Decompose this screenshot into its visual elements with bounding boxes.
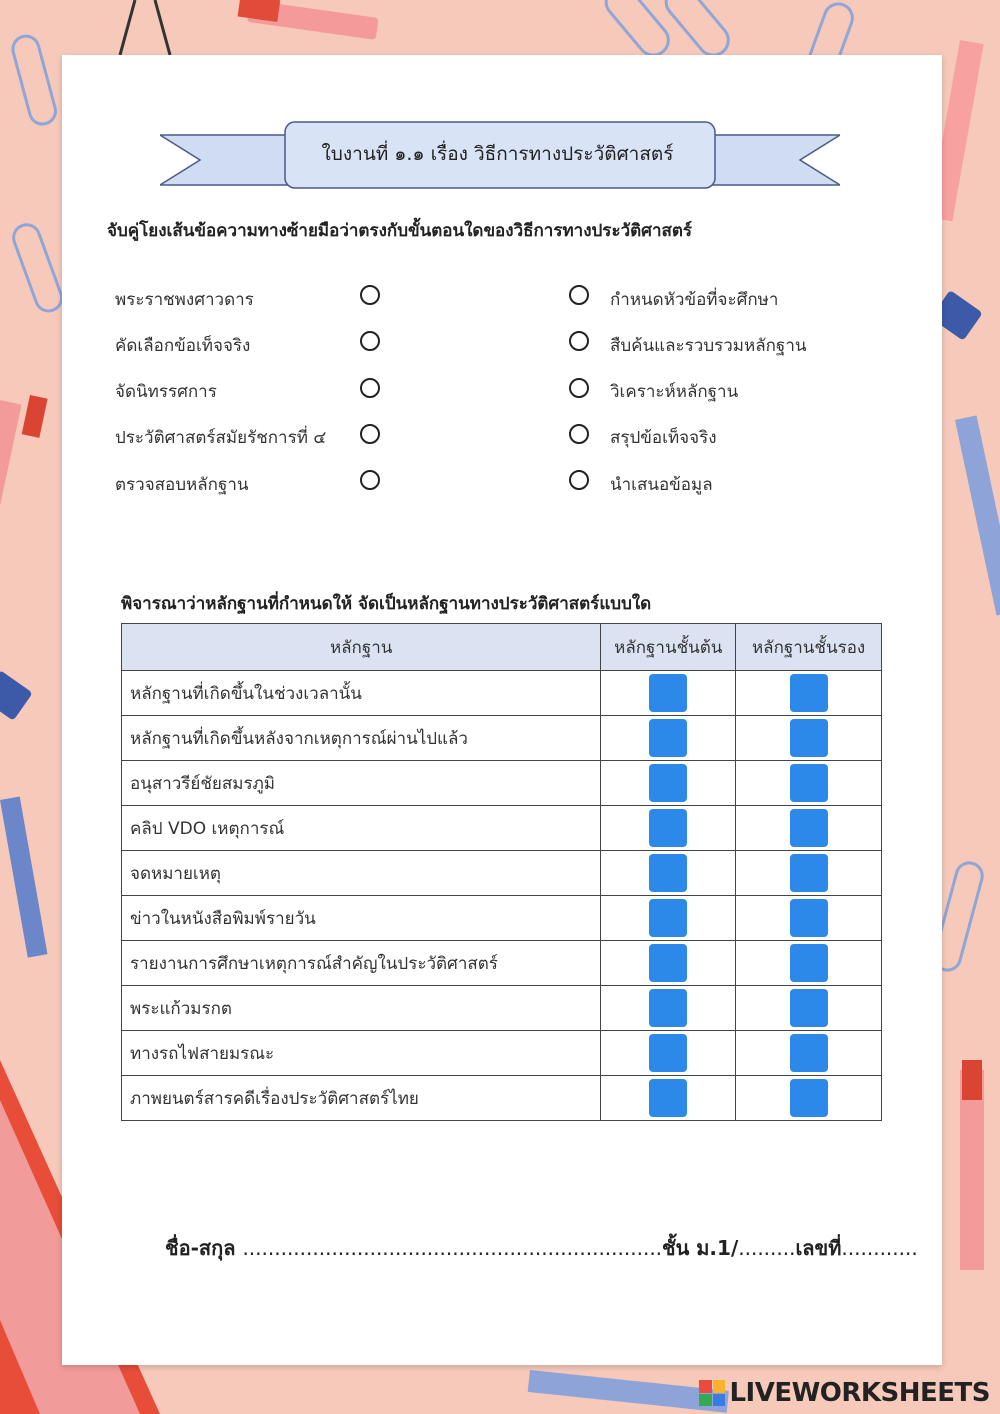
worksheet-title: ใบงานที่ ๑.๑ เรื่อง วิธีการทางประวัติศาสตร์ [321, 143, 674, 165]
primary-answer-box[interactable] [649, 989, 687, 1027]
evidence-table [121, 623, 882, 1121]
table-row [122, 1031, 882, 1076]
left-item: จัดนิทรรศการ [115, 382, 217, 402]
right-item: สืบค้นและรวบรวมหลักฐาน [610, 336, 807, 356]
secondary-answer-box[interactable] [790, 809, 828, 847]
secondary-answer-box[interactable] [790, 674, 828, 712]
evidence-cell: ข่าวในหนังสือพิมพ์รายวัน [122, 896, 601, 941]
secondary-answer-box[interactable] [790, 989, 828, 1027]
primary-answer-box[interactable] [649, 1079, 687, 1117]
secondary-answer-box[interactable] [790, 1034, 828, 1072]
right-item: วิเคราะห์หลักฐาน [610, 382, 739, 402]
evidence-cell: คลิป VDO เหตุการณ์ [122, 806, 601, 851]
name-blank: .................................................................. [242, 1236, 663, 1260]
table-instruction: พิจารณาว่าหลักฐานที่กำหนดให้ จัดเป็นหลักฐานทางประวัติศาสตร์แบบใด [121, 594, 652, 614]
evidence-cell: จดหมายเหตุ [122, 851, 601, 896]
right-item: นำเสนอข้อมูล [610, 475, 713, 495]
right-match-dot[interactable] [569, 285, 589, 305]
left-item: คัดเลือกข้อเท็จจริง [115, 336, 251, 356]
evidence-cell: รายงานการศึกษาเหตุการณ์สำคัญในประวัติศาสตร์ [122, 941, 601, 986]
left-match-dot[interactable] [360, 470, 380, 490]
header-evidence: หลักฐาน [122, 624, 601, 671]
right-match-dot[interactable] [569, 424, 589, 444]
left-item: ตรวจสอบหลักฐาน [115, 475, 249, 495]
primary-answer-box[interactable] [649, 764, 687, 802]
secondary-answer-box[interactable] [790, 899, 828, 937]
table-header-row [122, 624, 882, 671]
evidence-cell: ภาพยนตร์สารคดีเรื่องประวัติศาสตร์ไทย [122, 1076, 601, 1121]
liveworksheets-brand [699, 1378, 990, 1408]
right-match-dot[interactable] [569, 331, 589, 351]
secondary-answer-box[interactable] [790, 719, 828, 757]
table-row [122, 716, 882, 761]
secondary-answer-box[interactable] [790, 1079, 828, 1117]
evidence-cell: หลักฐานที่เกิดขึ้นในช่วงเวลานั้น [122, 671, 601, 716]
primary-answer-box[interactable] [649, 899, 687, 937]
primary-answer-box[interactable] [649, 944, 687, 982]
table-row [122, 761, 882, 806]
evidence-cell: ทางรถไฟสายมรณะ [122, 1031, 601, 1076]
table-row [122, 806, 882, 851]
secondary-answer-box[interactable] [790, 944, 828, 982]
table-row [122, 671, 882, 716]
evidence-cell: หลักฐานที่เกิดขึ้นหลังจากเหตุการณ์ผ่านไปแล้ว [122, 716, 601, 761]
right-item: กำหนดหัวข้อที่จะศึกษา [610, 290, 779, 310]
right-match-dot[interactable] [569, 470, 589, 490]
left-match-dot[interactable] [360, 331, 380, 351]
right-match-dot[interactable] [569, 378, 589, 398]
primary-answer-box[interactable] [649, 719, 687, 757]
matching-instruction: จับคู่โยงเส้นข้อความทางซ้ายมือว่าตรงกับขั้นตอนใดของวิธีการทางประวัติศาสตร์ [107, 221, 693, 241]
evidence-cell: อนุสาวรีย์ชัยสมรภูมิ [122, 761, 601, 806]
primary-answer-box[interactable] [649, 1034, 687, 1072]
number-blank: ............ [841, 1236, 918, 1260]
class-blank: ......... [738, 1236, 796, 1260]
table-row [122, 986, 882, 1031]
table-row [122, 941, 882, 986]
name-label: ชื่อ-สกุล [165, 1236, 236, 1260]
secondary-answer-box[interactable] [790, 854, 828, 892]
evidence-cell: พระแก้วมรกต [122, 986, 601, 1031]
left-match-dot[interactable] [360, 378, 380, 398]
table-row [122, 896, 882, 941]
liveworksheets-logo-icon [699, 1380, 725, 1406]
left-match-dot[interactable] [360, 285, 380, 305]
table-row [122, 1076, 882, 1121]
primary-answer-box[interactable] [649, 809, 687, 847]
table-row [122, 851, 882, 896]
header-primary: หลักฐานชั้นต้น [601, 624, 736, 671]
secondary-answer-box[interactable] [790, 764, 828, 802]
header-secondary: หลักฐานชั้นรอง [736, 624, 882, 671]
right-item: สรุปข้อเท็จจริง [610, 428, 717, 448]
class-label: ชั้น ม.1/ [662, 1236, 739, 1260]
left-item: ประวัติศาสตร์สมัยรัชการที่ ๔ [115, 428, 327, 448]
number-label: เลขที่ [795, 1236, 842, 1260]
brand-name: LIVEWORKSHEETS [729, 1378, 990, 1408]
primary-answer-box[interactable] [649, 674, 687, 712]
primary-answer-box[interactable] [649, 854, 687, 892]
left-item: พระราชพงศาวดาร [115, 290, 254, 310]
student-info-line [165, 1232, 918, 1264]
left-match-dot[interactable] [360, 424, 380, 444]
